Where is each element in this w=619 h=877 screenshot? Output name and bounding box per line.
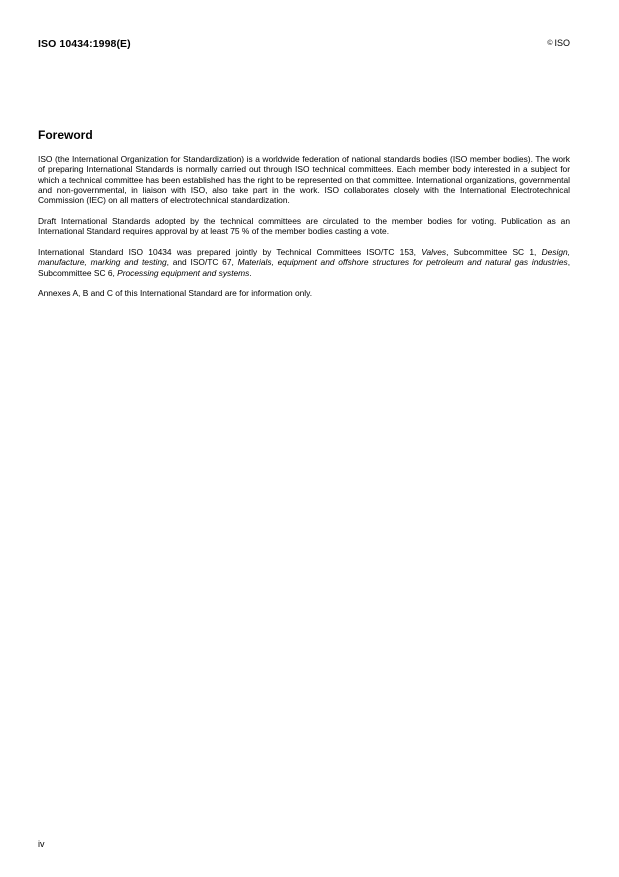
foreword-paragraph-3 bbox=[38, 247, 570, 278]
foreword-title: Foreword bbox=[38, 128, 93, 142]
page-number: iv bbox=[38, 839, 45, 849]
p3-text-5: . bbox=[249, 267, 252, 278]
copyright-notice bbox=[547, 38, 570, 48]
p3-committee-valves: Valves bbox=[421, 247, 447, 258]
copyright-symbol: © bbox=[547, 40, 553, 47]
p3-subcommittee-processing: Processing equipment and systems bbox=[117, 267, 250, 278]
document-id: ISO 10434:1998(E) bbox=[38, 38, 131, 50]
p3-text-3: , and ISO/TC 67, bbox=[166, 257, 238, 268]
foreword-paragraph-1: ISO (the International Organization for Standardization) is a worldwide federation of national standards bodies (ISO member bodies). The work of preparing International Standards is normally carried out through ISO technical committees. Each member body interested in a subject for which a technical committee has been established has the right to be represented on that committee. International organizations, governmental and non-governmental, in liaison with ISO, also take part in the work. ISO collaborates closely with the International Electrotechnical Commission (IEC) on all matters of electrotechnical standardization. bbox=[38, 154, 570, 206]
p3-subcommittee-design: Design, manufacture, marking and testing bbox=[38, 247, 570, 268]
foreword-paragraph-2: Draft International Standards adopted by the technical committees are circulated to the member bodies for voting. Publication as an International Standard requires approval by at least 75 % of the member bodies casting a vote. bbox=[38, 215, 570, 237]
foreword-body bbox=[38, 154, 570, 309]
p3-text-2: , Subcommittee SC 1, bbox=[446, 247, 542, 258]
p3-text-1: International Standard ISO 10434 was prepared jointly by Technical Committees ISO/TC 153, bbox=[38, 247, 422, 258]
copyright-owner: ISO bbox=[554, 38, 570, 48]
p3-committee-materials: Materials, equipment and offshore structures for petroleum and natural gas industries bbox=[237, 257, 568, 268]
p3-text-4: , Subcommittee SC 6, bbox=[38, 257, 571, 278]
foreword-paragraph-4: Annexes A, B and C of this International Standard are for information only. bbox=[38, 288, 313, 299]
